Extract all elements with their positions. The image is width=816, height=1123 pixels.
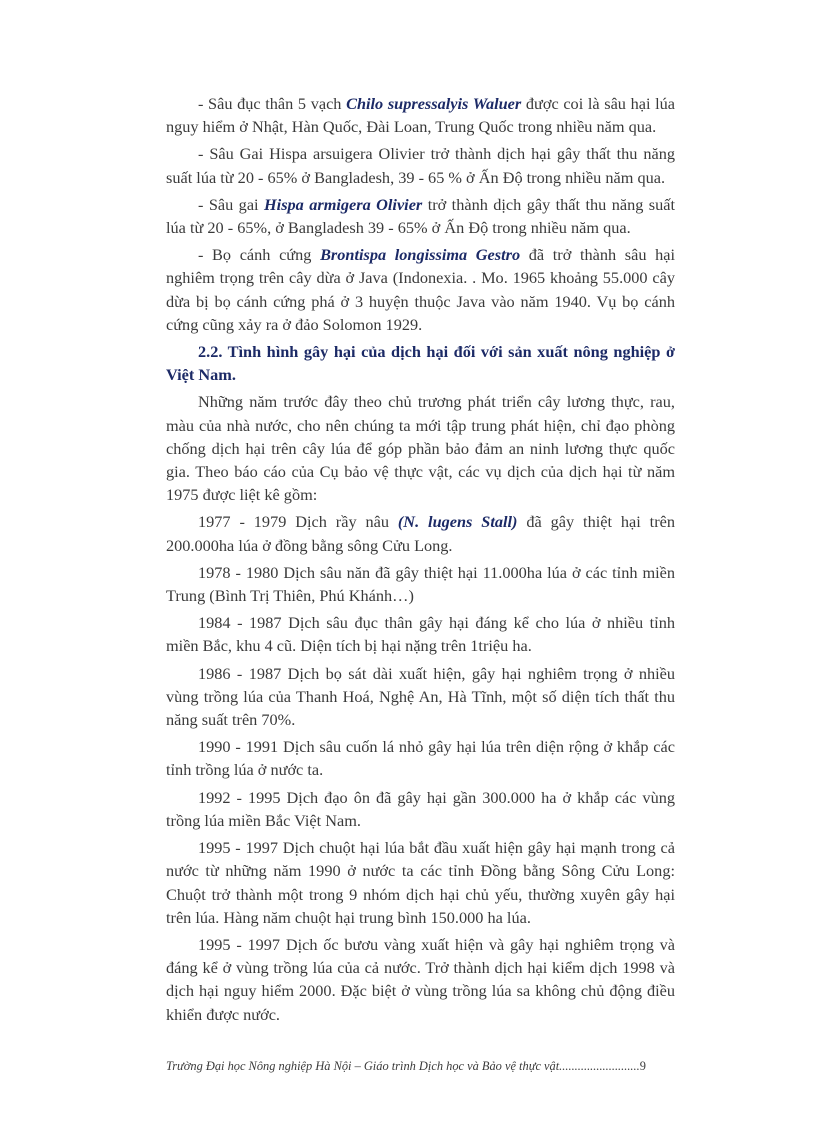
page-content [166, 92, 675, 1030]
event-1984: 1984 - 1987 Dịch sâu đục thân gây hại đáng kể cho lúa ở nhiều tỉnh miền Bắc, khu 4 cũ. Diện tích bị hại nặng trên 1triệu ha. [166, 613, 675, 656]
event-1992: 1992 - 1995 Dịch đạo ôn đã gây hại gần 300.000 ha ở khắp các vùng trồng lúa miền Bắc Việt Nam. [166, 787, 675, 830]
species-name: (N. lugens Stall) [397, 512, 518, 532]
paragraph-chilo: - Sâu đục thân 5 vạch Chilo supressalyis Waluer được coi là sâu hại lúa nguy hiểm ở Nhật, Hàn Quốc, Đài Loan, Trung Quốc trong nhiều năm qua. [166, 94, 675, 137]
event-1986: 1986 - 1987 Dịch bọ sát dài xuất hiện, gây hại nghiêm trọng ở nhiều vùng trồng lúa của Thanh Hoá, Nghệ An, Hà Tĩnh, một số diện tích thất thu năng suất trên 70%. [166, 663, 675, 730]
page-number: 9 [639, 1059, 646, 1073]
intro-paragraph: Những năm trước đây theo chủ trương phát triển cây lương thực, rau, màu của nhà nước, cho nên chúng ta mới tập trung phát hiện, chỉ đạo phòng chống dịch hại trên cây lúa để góp phần bảo đảm an ninh lương thực quốc gia. Theo báo cáo của Cụ bảo vệ thực vật, các vụ dịch của dịch hại từ năm 1975 được liệt kê gồm: [166, 392, 675, 505]
paragraph-hispa-arsuigera: - Sâu Gai Hispa arsuigera Olivier trở thành dịch hại gây thất thu năng suất lúa từ 20 - 65% ở Bangladesh, 39 - 65 % ở Ấn Độ trong nhiều năm qua. [166, 144, 675, 187]
event-1990: 1990 - 1991 Dịch sâu cuốn lá nhỏ gây hại lúa trên diện rộng ở khắp các tỉnh trồng lúa ở nước ta. [166, 737, 675, 780]
event-1995-snails: 1995 - 1997 Dịch ốc bươu vàng xuất hiện và gây hại nghiêm trọng và đáng kể ở vùng trồng lúa của cả nước. Trở thành dịch hại kiểm dịch 1998 và dịch hại nguy hiểm 2000. Đặc biệt ở vùng trồng lúa sa không chủ động điều khiển được nước. [166, 934, 675, 1024]
paragraph-brontispa: - Bọ cánh cứng Brontispa longissima Gestro đã trở thành sâu hại nghiêm trọng trên cây dừa ở Java (Indonexia. . Mo. 1965 khoảng 55.000 cây dừa bị bọ cánh cứng phá ở 3 huyện thuộc Java vào năm 1940. Vụ bọ cánh cứng cũng xảy ra ở đảo Solomon 1929. [166, 245, 675, 334]
page-footer [166, 1059, 675, 1074]
event-1995-rats: 1995 - 1997 Dịch chuột hại lúa bắt đầu xuất hiện gây hại mạnh trong cả nước từ những năm 1990 ở nước ta các tỉnh Đồng bằng Sông Cửu Long: Chuột trở thành một trong 9 nhóm dịch hại chủ yếu, thường xuyên gây hại trên lúa. Hàng năm chuột hại trung bình 150.000 ha lúa. [166, 838, 675, 927]
section-heading: 2.2. Tình hình gây hại của dịch hại đối với sản xuất nông nghiệp ở Việt Nam. [166, 342, 675, 385]
event-1977: 1977 - 1979 Dịch rầy nâu (N. lugens Stall) đã gây thiệt hại trên 200.000ha lúa ở đồng bằng sông Cửu Long. [166, 512, 675, 555]
species-name: Chilo supressalyis Waluer [346, 94, 522, 113]
event-1978: 1978 - 1980 Dịch sâu năn đã gây thiệt hại 11.000ha lúa ở các tỉnh miền Trung (Bình Trị Thiên, Phú Khánh…) [166, 562, 675, 606]
footer-text: Trường Đại học Nông nghiệp Hà Nội – Giáo trình Dịch học và Bảo vệ thực vật.......................... [166, 1059, 640, 1073]
species-name: Brontispa longissima Gestro [320, 245, 521, 265]
species-name: Hispa armigera Olivier [264, 194, 423, 214]
paragraph-hispa-armigera: - Sâu gai Hispa armigera Olivier trở thành dịch gây thất thu năng suất lúa từ 20 - 65%, ở Bangladesh 39 - 65% ở Ấn Độ trong nhiều năm qua. [166, 194, 676, 238]
